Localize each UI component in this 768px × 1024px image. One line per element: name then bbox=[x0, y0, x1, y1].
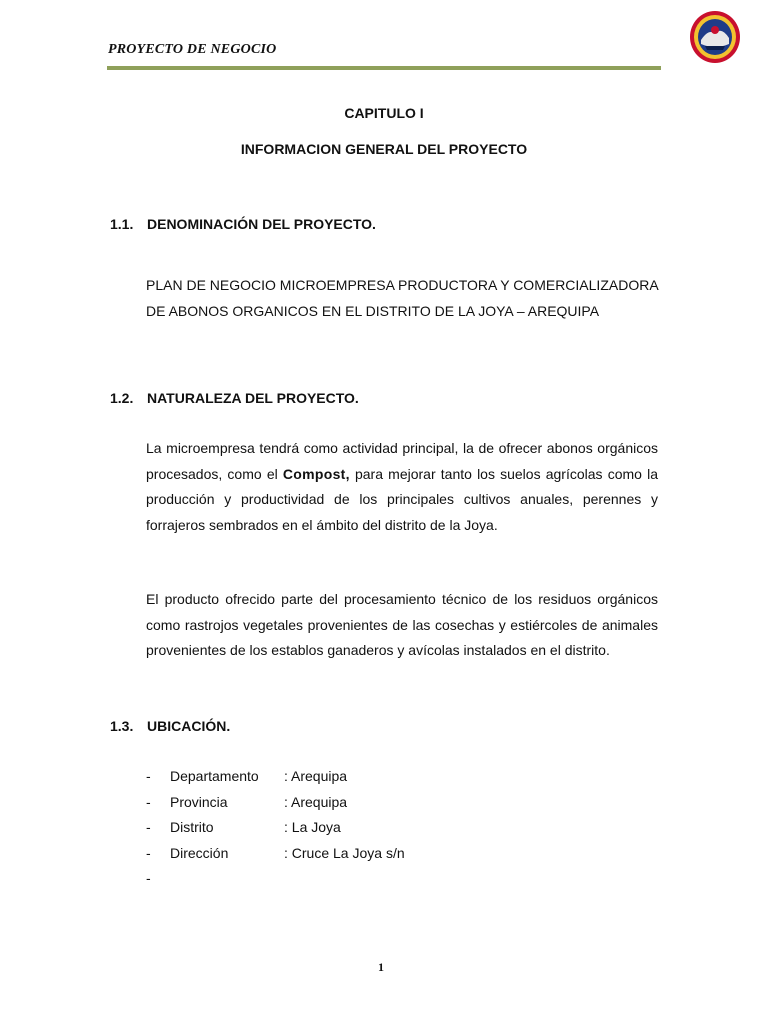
compost-bold-text: Compost, bbox=[282, 465, 350, 482]
section-title: NATURALEZA DEL PROYECTO. bbox=[147, 390, 359, 406]
project-name-paragraph: PLAN DE NEGOCIO MICROEMPRESA PRODUCTORA Y COMERCIALIZADORA DE ABONOS ORGANICOS EN EL DISTRITO DE LA JOYA – AREQUIPA bbox=[146, 277, 658, 319]
list-dash: - bbox=[146, 794, 151, 810]
section-heading-denominacion bbox=[110, 216, 376, 232]
section-title: DENOMINACIÓN DEL PROYECTO. bbox=[147, 216, 376, 232]
list-dash: - bbox=[146, 845, 151, 861]
section-heading-ubicacion bbox=[110, 718, 230, 734]
naturaleza-paragraph-1 bbox=[146, 436, 658, 538]
list-dash: - bbox=[146, 768, 151, 784]
section-number: 1.3. bbox=[110, 718, 134, 734]
chapter-title: INFORMACION GENERAL DEL PROYECTO bbox=[240, 141, 528, 157]
section-number: 1.1. bbox=[110, 216, 134, 232]
page-number: 1 bbox=[378, 960, 384, 974]
running-header-title: PROYECTO DE NEGOCIO bbox=[108, 42, 277, 57]
chapter-number: CAPITULO I bbox=[344, 105, 424, 121]
paragraph-text: La microempresa tendrá como actividad principal, la de ofrecer abonos orgánicos procesados, como el bbox=[146, 440, 658, 482]
ubicacion-key: Departamento bbox=[170, 768, 259, 784]
ubicacion-value: : Arequipa bbox=[284, 768, 348, 784]
ubicacion-value: : La Joya bbox=[284, 819, 341, 835]
list-dash: - bbox=[146, 870, 151, 886]
ubicacion-key: Distrito bbox=[170, 819, 214, 835]
university-seal-icon bbox=[689, 10, 741, 64]
section-heading-naturaleza bbox=[110, 390, 359, 406]
ubicacion-key: Provincia bbox=[170, 794, 228, 810]
section-title: UBICACIÓN. bbox=[147, 718, 231, 734]
paragraph-text: para mejorar tanto los suelos agrícolas como la producción y productividad de los principales cultivos anuales, perennes y forrajeros sembrados en el ámbito del distrito de la Joya. bbox=[146, 465, 658, 533]
ubicacion-value: : Arequipa bbox=[284, 794, 348, 810]
header-rule bbox=[107, 66, 661, 70]
ubicacion-value: : Cruce La Joya s/n bbox=[284, 845, 405, 861]
ubicacion-key: Dirección bbox=[170, 845, 229, 861]
naturaleza-paragraph-2: El producto ofrecido parte del procesamiento técnico de los residuos orgánicos como rastrojos vegetales provenientes de las cosechas y estiércoles de animales provenientes de los establos ganaderos y avícolas instalados en el distrito. bbox=[146, 591, 658, 658]
list-dash: - bbox=[146, 819, 151, 835]
section-number: 1.2. bbox=[110, 390, 134, 406]
